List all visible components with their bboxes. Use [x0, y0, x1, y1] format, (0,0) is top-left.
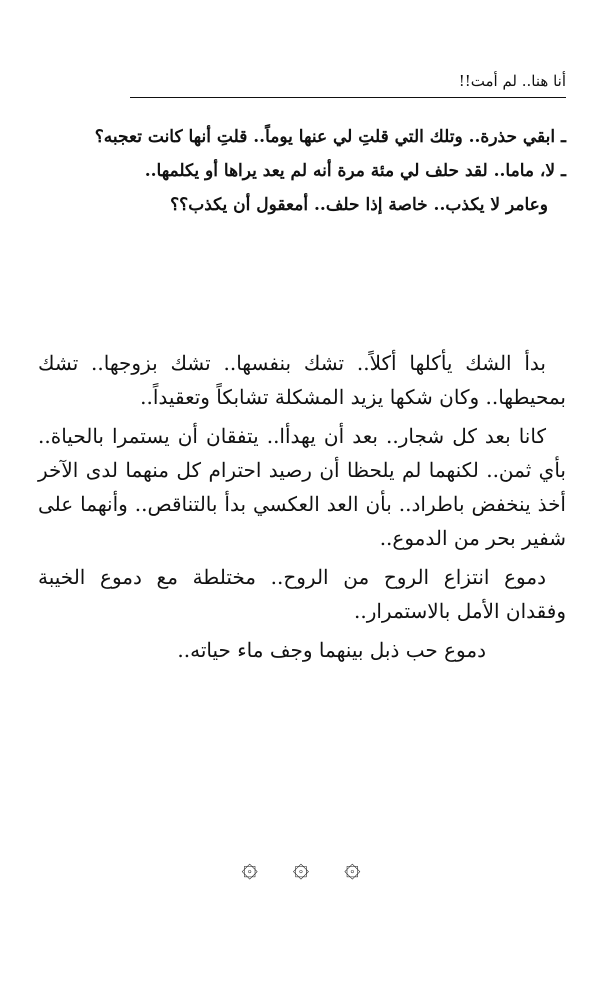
- ornament-star-icon: ۞: [292, 850, 310, 883]
- narrative-block: [38, 346, 566, 672]
- paragraph: دموع حب ذبل بينهما وجف ماء حياته..: [177, 638, 486, 662]
- paragraph: دموع انتزاع الروح من الروح.. مختلطة مع دموع الخيبة وفقدان الأمل بالاستمرار..: [38, 565, 566, 623]
- section-divider: [0, 850, 602, 884]
- dialogue-block: [38, 120, 566, 222]
- paragraph: بدأ الشك يأكلها أكلاً.. تشك بنفسها.. تشك بزوجها.. تشك بمحيطها.. وكان شكها يزيد المشكلة تشابكاً وتعقيداً..: [38, 351, 566, 409]
- running-header-title: أنا هنا.. لم أمت!!: [458, 72, 566, 90]
- dialogue-line: ـ لا، ماما.. لقد حلف لي مئة مرة أنه لم يعد يراها أو يكلمها..: [144, 161, 566, 181]
- ornament-star-icon: ۞: [344, 850, 361, 883]
- dialogue-line: ـ ابقي حذرة.. وتلك التي قلتِ لي عنها يوماً.. قلتِ أنها كانت تعجبه؟: [94, 127, 566, 147]
- paragraph: كانا بعد كل شجار.. بعد أن يهدأا.. يتفقان أن يستمرا بالحياة.. بأي ثمن.. لكنهما لم يلحظا أن رصيد احترام كل منهما لدى الآخر أخذ ينخفض باطراد.. بأن العد العكسي بدأ بالتناقص.. وأنهما على شفير بحر من الدموع..: [38, 424, 566, 550]
- dialogue-line: وعامر لا يكذب.. خاصة إذا حلف.. أمعقول أن يكذب؟؟: [170, 195, 548, 215]
- ornament-star-icon: ۞: [241, 850, 258, 883]
- header-rule: [130, 97, 566, 98]
